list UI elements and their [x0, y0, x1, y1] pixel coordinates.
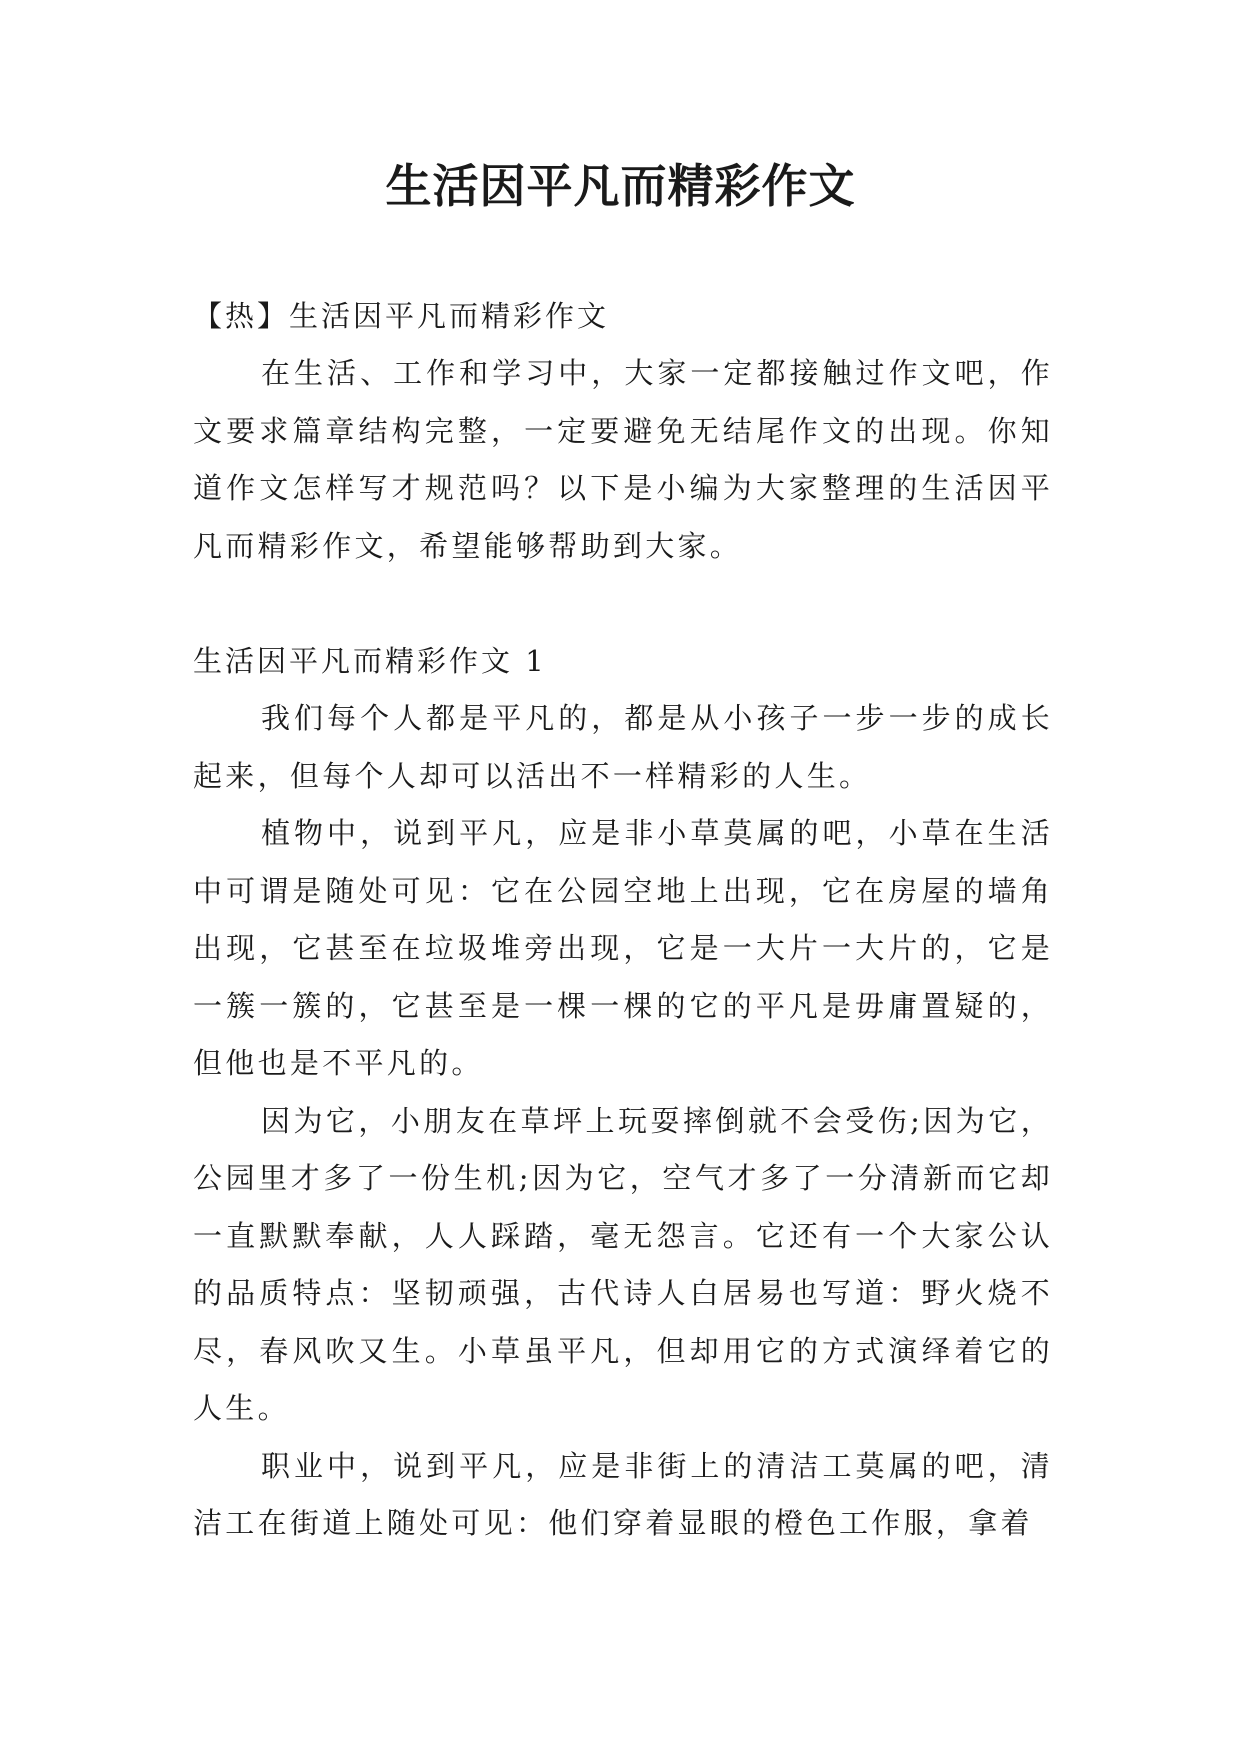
- section-heading: 生活因平凡而精彩作文 1: [193, 644, 547, 678]
- document-body: [193, 288, 1053, 1553]
- body-paragraph: 因为它，小朋友在草坪上玩耍摔倒就不会受伤;因为它，公园里才多了一份生机;因为它，空气才多了一分清新而它却一直默默奉献，人人踩踏，毫无怨言。它还有一个大家公认的品质特点：坚韧顽强，古代诗人白居易也写道：野火烧不尽，春风吹又生。小草虽平凡，但却用它的方式演绎着它的人生。: [193, 1103, 1053, 1425]
- body-paragraph: 植物中，说到平凡，应是非小草莫属的吧，小草在生活中可谓是随处可见：它在公园空地上出现，它在房屋的墙角出现，它甚至在垃圾堆旁出现，它是一大片一大片的，它是一簇一簇的，它甚至是一棵一棵的它的平凡是毋庸置疑的，但他也是不平凡的。: [193, 816, 1053, 1080]
- intro-heading: 【热】生活因平凡而精彩作文: [193, 299, 610, 333]
- body-paragraph: 我们每个人都是平凡的，都是从小孩子一步一步的成长起来，但每个人却可以活出不一样精彩的人生。: [193, 701, 1053, 793]
- section-spacer: [193, 575, 1053, 633]
- body-paragraph: 职业中，说到平凡，应是非街上的清洁工莫属的吧，清洁工在街道上随处可见：他们穿着显眼的橙色工作服，拿着: [193, 1448, 1053, 1540]
- intro-paragraph: 在生活、工作和学习中，大家一定都接触过作文吧，作文要求篇章结构完整，一定要避免无结尾作文的出现。你知道作文怎样写才规范吗？以下是小编为大家整理的生活因平凡而精彩作文，希望能够帮助到大家。: [193, 356, 1053, 563]
- document-title: 生活因平凡而精彩作文: [385, 159, 856, 213]
